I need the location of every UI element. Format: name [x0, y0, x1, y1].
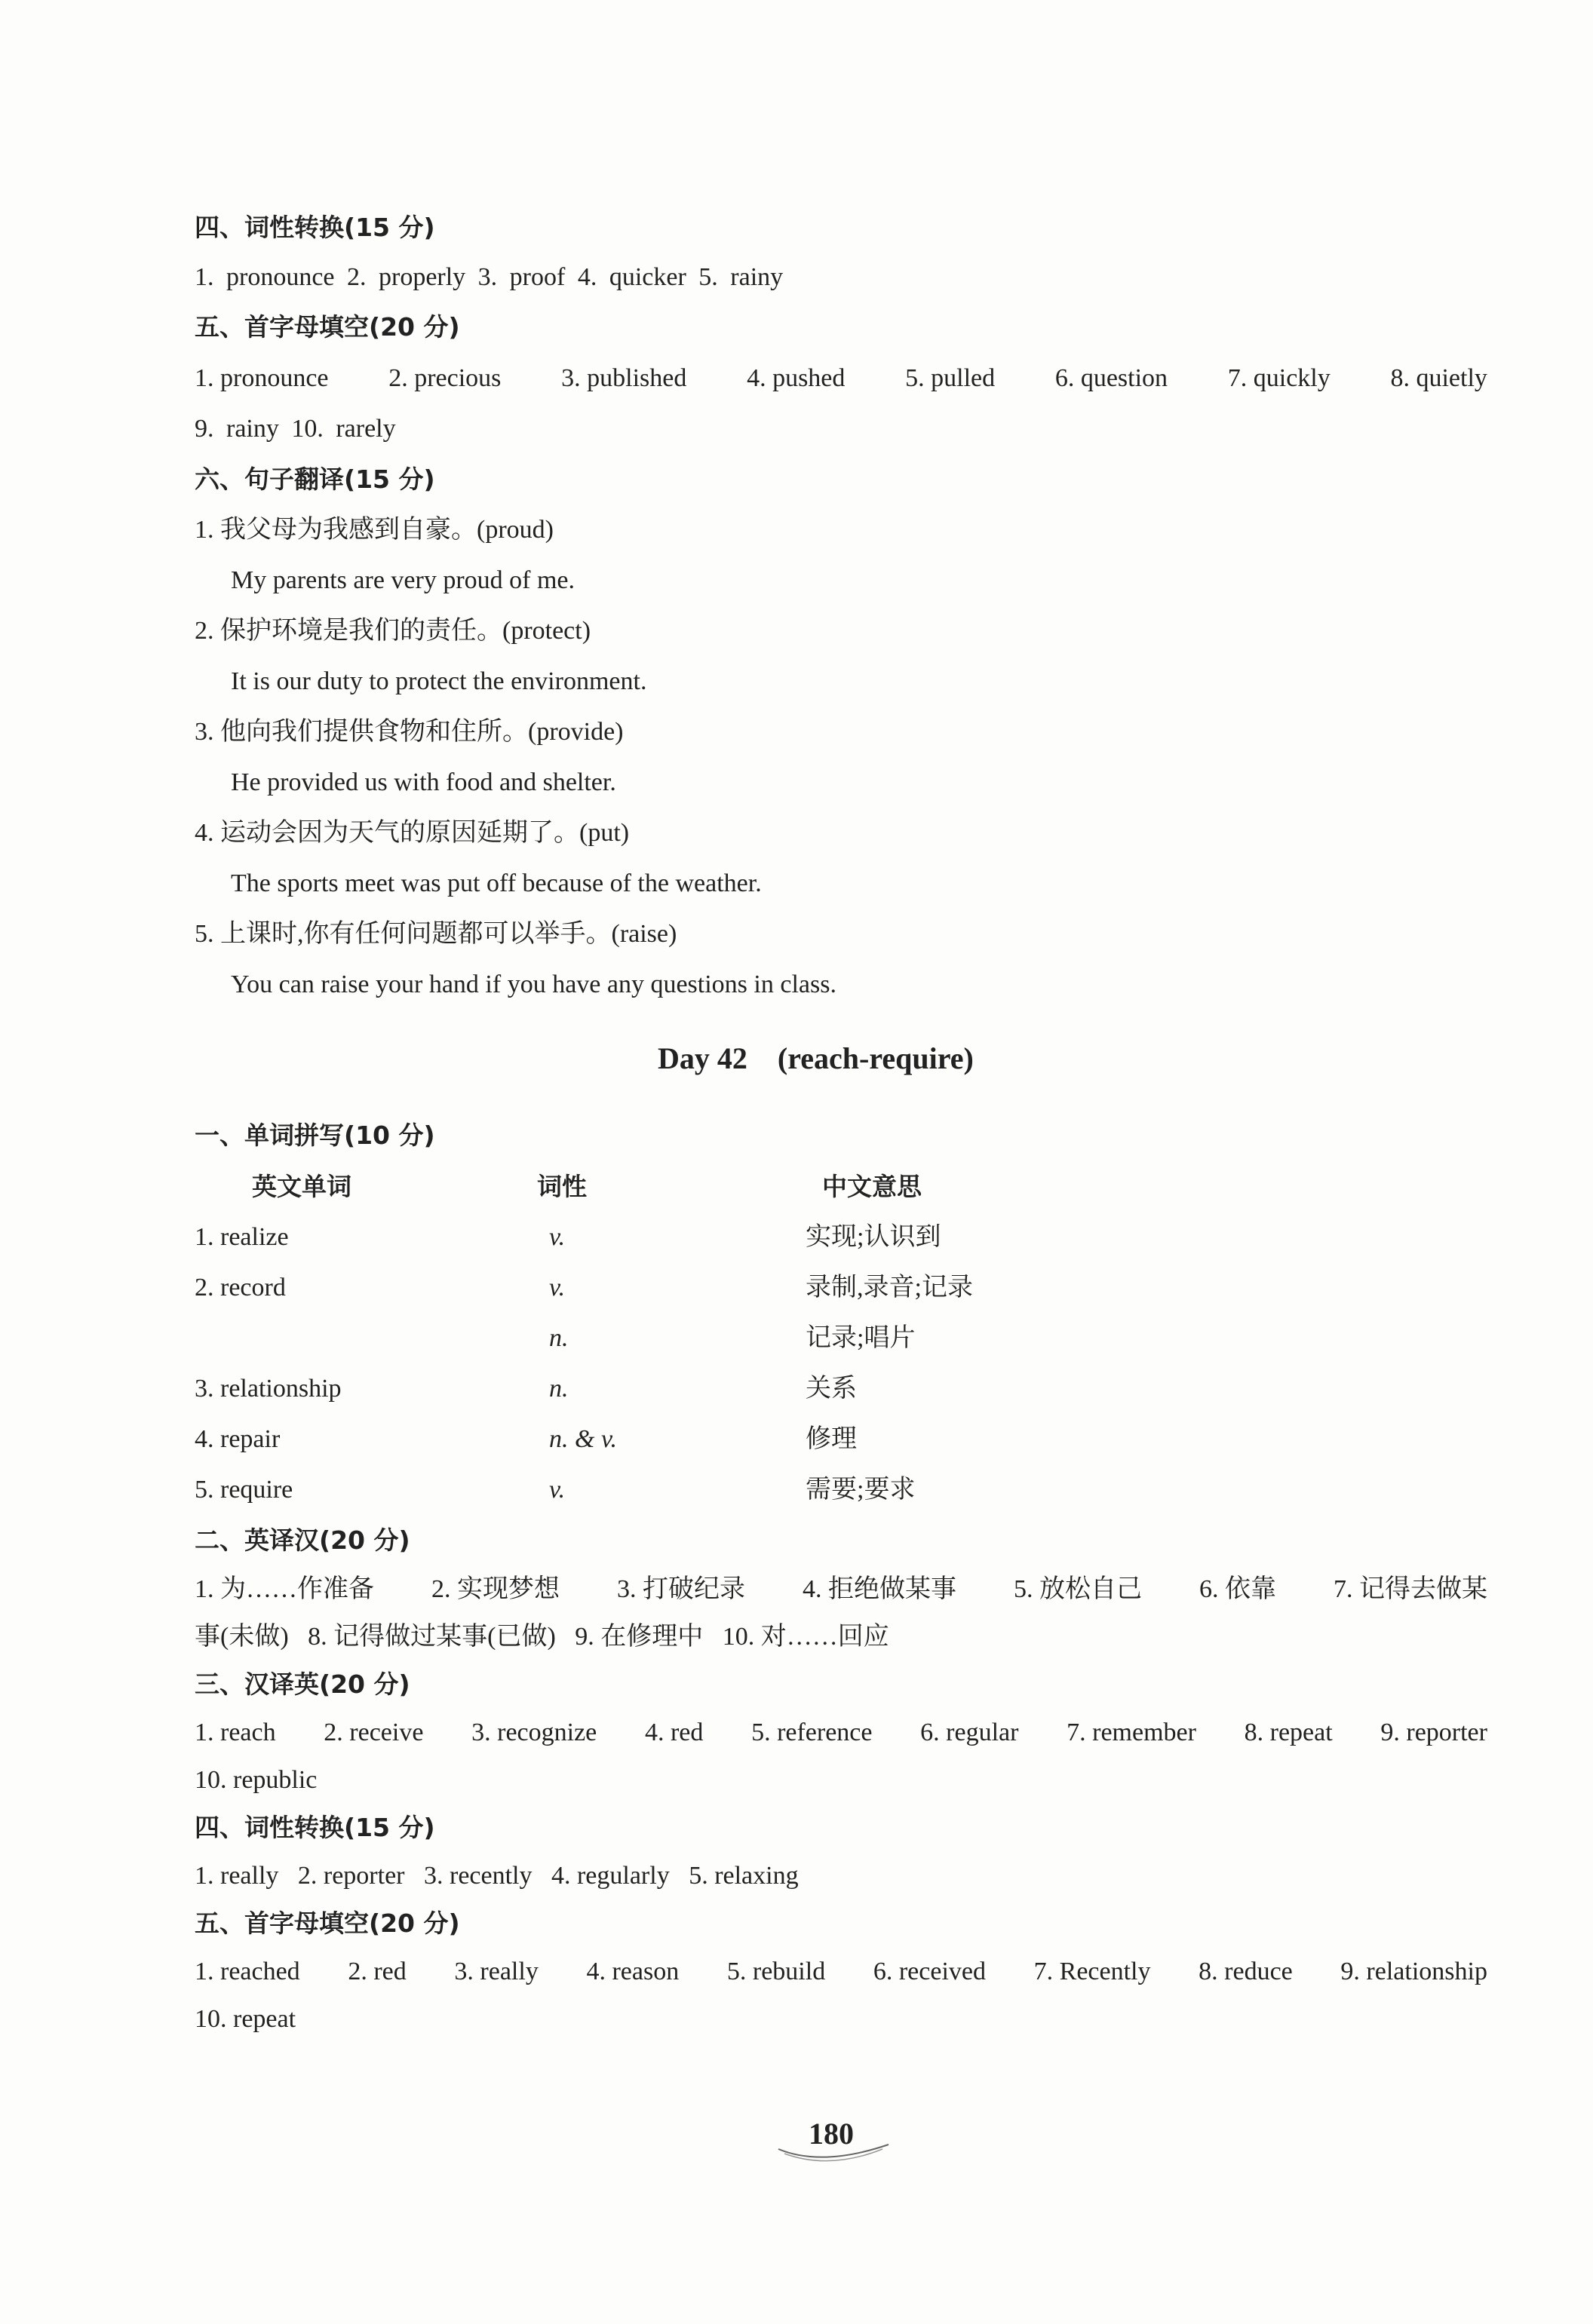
- answer-item: 4. 拒绝做某事: [803, 1575, 956, 1603]
- vocab-pos: v.: [549, 1476, 566, 1504]
- answer-line: [195, 362, 1487, 395]
- sentence-chinese: 5. 上课时,你有任何问题都可以举手。(raise): [195, 920, 677, 948]
- answer-line: 9. rainy 10. rarely: [195, 415, 396, 443]
- answer-item: 6. regular: [920, 1718, 1019, 1746]
- answer-item: 5. rebuild: [726, 1958, 826, 1985]
- answer-item: 1. reach: [195, 1718, 276, 1746]
- section-heading: 四、词性转换(15 分): [195, 1813, 435, 1842]
- answer-item: 9. relationship: [1340, 1958, 1487, 1985]
- vocab-meaning: 修理: [806, 1425, 857, 1453]
- answer-item: 9. reporter: [1380, 1718, 1487, 1746]
- column-header: 中文意思: [822, 1172, 922, 1201]
- answer-item: 7. Recently: [1033, 1958, 1151, 1985]
- vocab-meaning: 需要;要求: [806, 1476, 916, 1504]
- sentence-chinese: 2. 保护环境是我们的责任。(protect): [195, 617, 591, 645]
- answer-item: 2. red: [348, 1958, 407, 1985]
- vocab-pos: v.: [549, 1274, 566, 1302]
- section-heading: 五、首字母填空(20 分): [195, 1909, 460, 1938]
- vocab-word: 3. relationship: [195, 1375, 342, 1403]
- answer-line: 1. pronounce 2. properly 3. proof 4. quicker 5. rainy: [195, 263, 784, 291]
- answer-item: 3. 打破纪录: [617, 1575, 745, 1603]
- answer-item: 7. 记得去做某: [1334, 1575, 1487, 1603]
- answer-item: 5. reference: [751, 1718, 873, 1746]
- vocab-word: 4. repair: [195, 1425, 281, 1453]
- section-heading: 二、英译汉(20 分): [195, 1525, 410, 1555]
- answer-item: 3. published: [561, 364, 687, 392]
- sentence-english: It is our duty to protect the environment.: [231, 667, 647, 695]
- answer-line: 1. really 2. reporter 3. recently 4. regularly 5. relaxing: [195, 1862, 799, 1890]
- day-title: Day 42 (reach-require): [658, 1041, 974, 1075]
- section-heading: 六、句子翻译(15 分): [195, 464, 435, 494]
- answer-item: 5. pulled: [905, 364, 996, 392]
- answer-line: 事(未做) 8. 记得做过某事(已做) 9. 在修理中 10. 对……回应: [195, 1623, 889, 1651]
- answer-item: 2. precious: [388, 364, 502, 392]
- answer-item: 8. repeat: [1244, 1718, 1333, 1746]
- section-heading: 五、首字母填空(20 分): [195, 312, 460, 342]
- answer-item: 1. 为……作准备: [195, 1575, 374, 1603]
- sentence-english: My parents are very proud of me.: [231, 566, 576, 594]
- vocab-pos: n.: [549, 1375, 569, 1403]
- answer-line: [195, 1955, 1487, 1988]
- answer-item: 7. quickly: [1227, 364, 1331, 392]
- vocab-meaning: 录制,录音;记录: [806, 1274, 973, 1302]
- vocab-word: 5. require: [195, 1476, 293, 1504]
- answer-item: 2. receive: [324, 1718, 424, 1746]
- answer-item: 3. really: [454, 1958, 539, 1985]
- vocab-pos: n. & v.: [549, 1425, 618, 1453]
- vocab-meaning: 记录;唱片: [806, 1324, 916, 1352]
- sentence-chinese: 4. 运动会因为天气的原因延期了。(put): [195, 819, 630, 847]
- answer-item: 6. question: [1054, 364, 1168, 392]
- answer-item: 8. quietly: [1390, 364, 1487, 392]
- column-header: 英文单词: [252, 1172, 351, 1201]
- answer-item: 1. reached: [195, 1958, 300, 1985]
- vocab-pos: v.: [549, 1223, 566, 1251]
- answer-item: 7. remember: [1067, 1718, 1196, 1746]
- answer-line: 10. republic: [195, 1766, 318, 1794]
- answer-item: 6. received: [873, 1958, 986, 1985]
- answer-item: 8. reduce: [1199, 1958, 1293, 1985]
- answer-item: 3. recognize: [471, 1718, 597, 1746]
- vocab-meaning: 关系: [806, 1375, 857, 1403]
- vocab-word: 2. record: [195, 1274, 286, 1302]
- answer-item: 4. reason: [586, 1958, 680, 1985]
- answer-item: 4. red: [644, 1718, 704, 1746]
- answer-item: 5. 放松自己: [1014, 1575, 1142, 1603]
- vocab-meaning: 实现;认识到: [806, 1223, 941, 1251]
- answer-item: 4. pushed: [747, 364, 846, 392]
- column-header: 词性: [537, 1172, 587, 1201]
- page-number: 180: [809, 2117, 854, 2151]
- sentence-chinese: 1. 我父母为我感到自豪。(proud): [195, 516, 554, 544]
- section-heading: 四、词性转换(15 分): [195, 213, 435, 242]
- answer-item: 2. 实现梦想: [431, 1575, 560, 1603]
- section-heading: 三、汉译英(20 分): [195, 1669, 410, 1699]
- vocab-word: 1. realize: [195, 1223, 289, 1251]
- section-heading: 一、单词拼写(10 分): [195, 1121, 435, 1150]
- sentence-english: You can raise your hand if you have any questions in class.: [231, 970, 836, 998]
- page-number-swoosh-icon: [777, 2142, 890, 2172]
- answer-item: 6. 依靠: [1199, 1575, 1276, 1603]
- answer-line: 10. repeat: [195, 2005, 296, 2033]
- sentence-chinese: 3. 他向我们提供食物和住所。(provide): [195, 718, 624, 746]
- sentence-english: He provided us with food and shelter.: [231, 768, 616, 796]
- answer-line: [195, 1716, 1487, 1749]
- vocab-pos: n.: [549, 1324, 569, 1352]
- answer-line: [195, 1573, 1487, 1606]
- answer-item: 1. pronounce: [195, 364, 329, 392]
- sentence-english: The sports meet was put off because of the weather.: [231, 869, 762, 897]
